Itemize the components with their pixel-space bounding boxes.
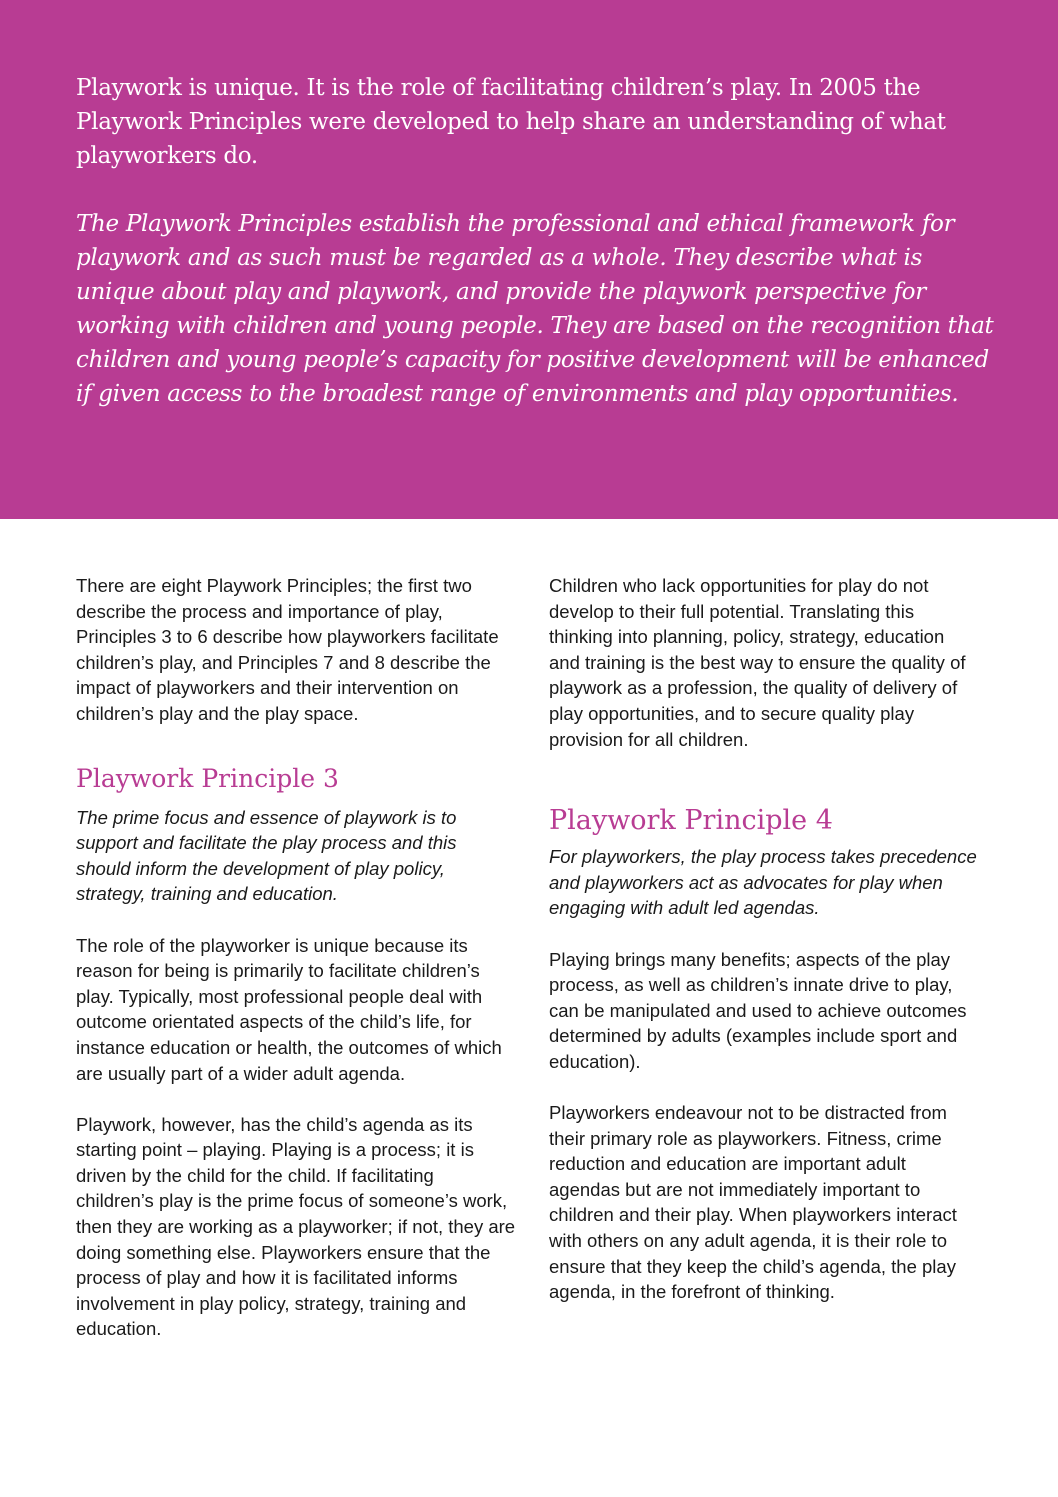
principle-3-paragraph-2: Playwork, however, has the child’s agenda as its starting point – playing. Playing is a process; it is driven by the child for the child. If facilitating children’s play is the prime focus of someone’s work, then they are working as a playworker; if not, they are doing something else. Playworkers ensure that the process of play and how it is facilitated informs involvement in play policy, strategy, training and education. bbox=[76, 1113, 516, 1340]
banner-intro-paragraph: Playwork is unique. It is the role of facilitating children’s play. In 2005 the Playwork Principles were developed to help share an understanding of what playworkers do. bbox=[76, 75, 946, 169]
overview-paragraph: There are eight Playwork Principles; the first two describe the process and importance of play, Principles 3 to 6 describe how playworkers facilitate children’s play, and Principles 7 and 8 describe the impact of playworkers and their intervention on children’s play and the play space. bbox=[76, 575, 499, 724]
principle-4-paragraph-1: Playing brings many benefits; aspects of the play process, as well as children’s innate drive to play, can be manipulated and used to achieve outcomes determined by adults (examples include sport and education). bbox=[549, 948, 967, 1072]
principle-3-heading: Playwork Principle 3 bbox=[76, 763, 339, 793]
right-column bbox=[549, 573, 979, 1305]
principle-4-paragraph-2: Playworkers endeavour not to be distracted from their primary role as playworkers. Fitness, crime reduction and education are important adult agendas but are not immediately important to children and their play. When playworkers interact with others on any adult agenda, it is their role to ensure that they keep the child’s agenda, the play agenda, in the forefront of thinking. bbox=[549, 1102, 957, 1303]
intro-banner bbox=[0, 0, 1058, 519]
principle-3-paragraph-1: The role of the playworker is unique because its reason for being is primarily to facilitate children’s play. Typically, most professional people deal with outcome orientated aspects of the child’s life, for instance education or health, the outcomes of which are usually part of a wider adult agenda. bbox=[76, 934, 502, 1084]
left-column bbox=[76, 573, 516, 1342]
right-intro-paragraph: Children who lack opportunities for play do not develop to their full potential. Translating this thinking into planning, policy, strategy, education and training is the best way to ensure the quality of playwork as a profession, the quality of delivery of play opportunities, and to secure quality play provision for all children. bbox=[549, 575, 966, 750]
principle-3-quote: The prime focus and essence of playwork is to support and facilitate the play process and this should inform the development of play policy, strategy, training and education. bbox=[76, 806, 457, 905]
principle-4-quote: For playworkers, the play process takes precedence and playworkers act as advocates for play when engaging with adult led agendas. bbox=[549, 846, 977, 919]
principle-4-heading: Playwork Principle 4 bbox=[549, 805, 833, 837]
banner-text bbox=[76, 71, 996, 411]
banner-framework-paragraph: The Playwork Principles establish the professional and ethical framework for playwork and as such must be regarded as a whole. They describe what is unique about play and playwork, and provide the playwork perspective for working with children and young people. They are based on the recognition that children and young people’s capacity for positive development will be enhanced if given access to the broadest range of environments and play opportunities. bbox=[76, 211, 994, 407]
